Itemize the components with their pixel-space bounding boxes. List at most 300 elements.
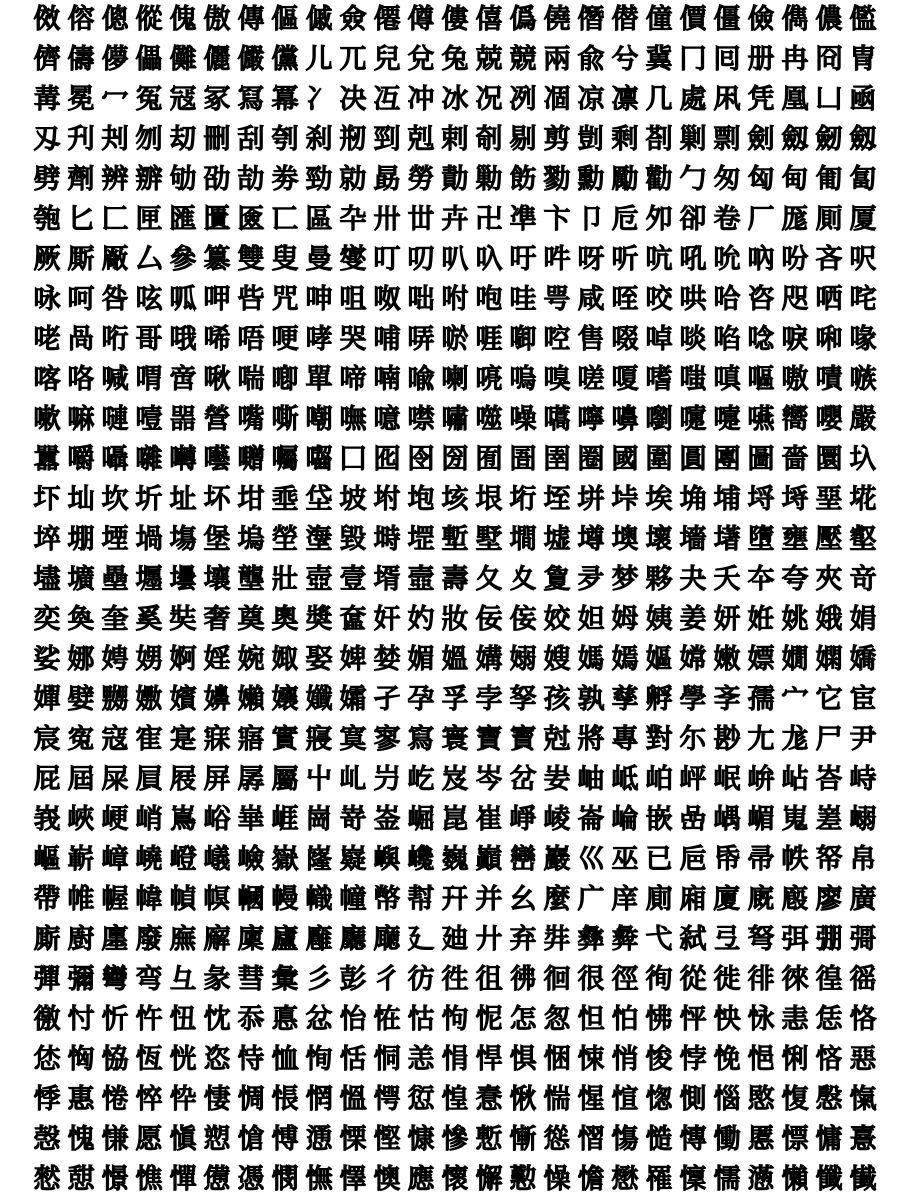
kanji-glyph: 孀	[339, 684, 367, 715]
kanji-glyph: 塋	[271, 524, 299, 555]
kanji-glyph: 墅	[475, 524, 503, 555]
glyph-row	[30, 1120, 880, 1160]
kanji-glyph: 喀	[33, 364, 61, 395]
kanji-glyph: 壯	[271, 564, 299, 595]
kanji-glyph: 嘸	[339, 404, 367, 435]
kanji-glyph: 劔	[849, 124, 877, 155]
kanji-glyph: 冪	[271, 84, 299, 115]
kanji-glyph: 寳	[509, 724, 537, 755]
kanji-glyph: 娵	[271, 644, 299, 675]
kanji-glyph: 慚	[509, 1124, 537, 1155]
kanji-glyph: 冱	[373, 84, 401, 115]
kanji-glyph: 嬶	[203, 684, 231, 715]
kanji-glyph: 囎	[237, 444, 265, 475]
kanji-glyph: 營	[203, 404, 231, 435]
kanji-glyph: 辧	[135, 164, 163, 195]
glyph-row	[30, 120, 880, 160]
kanji-glyph: 屓	[135, 764, 163, 795]
kanji-glyph: 幵	[441, 884, 469, 915]
kanji-glyph: 慄	[339, 1124, 367, 1155]
kanji-glyph: 悴	[135, 1084, 163, 1115]
kanji-glyph: 悧	[781, 1044, 809, 1075]
kanji-glyph: 兌	[407, 44, 435, 75]
kanji-glyph: 廣	[849, 884, 877, 915]
kanji-glyph: 夐	[543, 564, 571, 595]
kanji-glyph: 嚴	[849, 404, 877, 435]
kanji-glyph: 劵	[271, 164, 299, 195]
kanji-glyph: 听	[611, 244, 639, 275]
kanji-glyph: 勗	[373, 164, 401, 195]
kanji-glyph: 雙	[237, 244, 265, 275]
kanji-glyph: 僵	[713, 4, 741, 35]
kanji-glyph: 岷	[713, 764, 741, 795]
kanji-glyph: 嚔	[679, 404, 707, 435]
kanji-glyph: 勍	[339, 164, 367, 195]
kanji-glyph: 嫐	[135, 684, 163, 715]
kanji-glyph: 岫	[577, 764, 605, 795]
kanji-glyph: 弑	[679, 924, 707, 955]
kanji-glyph: 呵	[67, 284, 95, 315]
kanji-glyph: 彷	[407, 964, 435, 995]
kanji-glyph: 幄	[101, 884, 129, 915]
kanji-glyph: 岻	[611, 764, 639, 795]
kanji-glyph: 垈	[305, 484, 333, 515]
kanji-glyph: 崑	[441, 804, 469, 835]
kanji-glyph: 怫	[645, 1004, 673, 1035]
glyph-row	[30, 1040, 880, 1080]
kanji-glyph: 咸	[577, 284, 605, 315]
kanji-glyph: 嫋	[509, 644, 537, 675]
kanji-glyph: 傀	[169, 4, 197, 35]
kanji-glyph: 慓	[781, 1124, 809, 1155]
kanji-glyph: 呻	[305, 284, 333, 315]
kanji-glyph: 劒	[815, 124, 843, 155]
kanji-glyph: 巖	[543, 844, 571, 875]
glyph-row	[30, 440, 880, 480]
kanji-glyph: 哮	[305, 324, 333, 355]
kanji-glyph: 墹	[509, 524, 537, 555]
kanji-glyph: 夸	[781, 564, 809, 595]
kanji-glyph: 勳	[577, 164, 605, 195]
kanji-glyph: 慘	[441, 1124, 469, 1155]
kanji-glyph: 帑	[815, 844, 843, 875]
kanji-glyph: 叭	[441, 244, 469, 275]
glyph-row	[30, 600, 880, 640]
kanji-glyph: 佞	[475, 604, 503, 635]
kanji-glyph: 勦	[475, 164, 503, 195]
kanji-glyph: 墺	[611, 524, 639, 555]
kanji-glyph: 咬	[645, 284, 673, 315]
kanji-glyph: 嫂	[543, 644, 571, 675]
kanji-glyph: 很	[577, 964, 605, 995]
kanji-glyph: 嶇	[33, 844, 61, 875]
kanji-glyph: 冤	[135, 84, 163, 115]
kanji-glyph: 憮	[305, 1164, 333, 1195]
kanji-glyph: 娟	[849, 604, 877, 635]
kanji-glyph: 嘛	[67, 404, 95, 435]
kanji-glyph: 垳	[509, 484, 537, 515]
kanji-glyph: 幺	[509, 884, 537, 915]
kanji-glyph: 寞	[339, 724, 367, 755]
kanji-glyph: 嗚	[509, 364, 537, 395]
kanji-glyph: 奸	[373, 604, 401, 635]
kanji-glyph: 弭	[781, 924, 809, 955]
kanji-glyph: 宀	[781, 684, 809, 715]
glyph-row	[30, 480, 880, 520]
kanji-glyph: 呀	[577, 244, 605, 275]
kanji-glyph: 庠	[611, 884, 639, 915]
kanji-glyph: 彗	[237, 964, 265, 995]
kanji-glyph: 婉	[237, 644, 265, 675]
kanji-glyph: 厮	[67, 244, 95, 275]
kanji-glyph: 卅	[373, 204, 401, 235]
kanji-glyph: 儖	[849, 4, 877, 35]
kanji-glyph: 弖	[713, 924, 741, 955]
kanji-glyph: 孺	[747, 684, 775, 715]
kanji-glyph: 慫	[543, 1124, 571, 1155]
kanji-glyph: 嚠	[645, 404, 673, 435]
kanji-glyph: 奬	[305, 604, 333, 635]
kanji-glyph: 册	[747, 44, 775, 75]
kanji-glyph: 峺	[101, 804, 129, 835]
kanji-glyph: 冂	[679, 44, 707, 75]
kanji-glyph: 圍	[645, 444, 673, 475]
kanji-glyph: 嶷	[339, 844, 367, 875]
glyph-row	[30, 640, 880, 680]
kanji-glyph: 宸	[33, 724, 61, 755]
kanji-glyph: 售	[577, 324, 605, 355]
kanji-glyph: 團	[713, 444, 741, 475]
kanji-glyph: 嗄	[611, 364, 639, 395]
kanji-glyph: 廝	[33, 924, 61, 955]
kanji-glyph: 呱	[169, 284, 197, 315]
kanji-glyph: 卩	[577, 204, 605, 235]
kanji-glyph: 姨	[645, 604, 673, 635]
kanji-glyph: 兀	[339, 44, 367, 75]
kanji-glyph: 垓	[441, 484, 469, 515]
kanji-glyph: 懷	[441, 1164, 469, 1195]
kanji-glyph: 奩	[339, 604, 367, 635]
kanji-glyph: 徼	[33, 1004, 61, 1035]
kanji-glyph: 徘	[747, 964, 775, 995]
kanji-glyph: 慷	[407, 1124, 435, 1155]
kanji-glyph: 憺	[577, 1164, 605, 1195]
kanji-glyph: 慱	[679, 1124, 707, 1155]
kanji-glyph: 哺	[373, 324, 401, 355]
kanji-glyph: 唳	[781, 324, 809, 355]
kanji-glyph: 惧	[509, 1044, 537, 1075]
kanji-glyph: 咫	[781, 284, 809, 315]
kanji-glyph: 麼	[543, 884, 571, 915]
kanji-glyph: 恠	[373, 1004, 401, 1035]
kanji-glyph: 埆	[679, 484, 707, 515]
kanji-glyph: 娥	[815, 604, 843, 635]
kanji-glyph: 埃	[645, 484, 673, 515]
kanji-glyph: 專	[611, 724, 639, 755]
kanji-glyph: 忖	[67, 1004, 95, 1035]
kanji-glyph: 廰	[373, 924, 401, 955]
kanji-glyph: 恤	[271, 1044, 299, 1075]
kanji-glyph: 匸	[271, 204, 299, 235]
kanji-glyph: 啖	[679, 324, 707, 355]
kanji-glyph: 從	[679, 964, 707, 995]
kanji-glyph: 愃	[611, 1084, 639, 1115]
kanji-glyph: 嶄	[67, 844, 95, 875]
kanji-glyph: 屏	[203, 764, 231, 795]
glyph-row	[30, 0, 880, 40]
kanji-glyph: 兮	[611, 44, 639, 75]
kanji-glyph: 徂	[475, 964, 503, 995]
glyph-row	[30, 400, 880, 440]
kanji-glyph: 婢	[339, 644, 367, 675]
kanji-glyph: 嚥	[747, 404, 775, 435]
kanji-glyph: 塰	[305, 524, 333, 555]
kanji-glyph: 慝	[747, 1124, 775, 1155]
kanji-glyph: 對	[645, 724, 673, 755]
kanji-glyph: 妛	[543, 764, 571, 795]
kanji-glyph: 吁	[509, 244, 537, 275]
kanji-glyph: 咾	[33, 324, 61, 355]
kanji-glyph: 慂	[305, 1124, 333, 1155]
kanji-glyph: 憊	[203, 1164, 231, 1195]
kanji-glyph: 圓	[679, 444, 707, 475]
kanji-glyph: 怛	[577, 1004, 605, 1035]
kanji-glyph: 坎	[101, 484, 129, 515]
kanji-glyph: 毀	[339, 524, 367, 555]
kanji-glyph: 彁	[849, 924, 877, 955]
kanji-glyph: 塹	[441, 524, 469, 555]
kanji-glyph: 喙	[849, 324, 877, 355]
kanji-glyph: 嗜	[645, 364, 673, 395]
kanji-glyph: 堝	[135, 524, 163, 555]
kanji-glyph: 彌	[67, 964, 95, 995]
kanji-glyph: 傚	[33, 4, 61, 35]
kanji-glyph: 卍	[475, 204, 503, 235]
kanji-glyph: 帛	[849, 844, 877, 875]
kanji-glyph: 儻	[271, 44, 299, 75]
kanji-glyph: 劬	[169, 164, 197, 195]
kanji-glyph: 愴	[237, 1124, 265, 1155]
kanji-glyph: 徙	[713, 964, 741, 995]
kanji-glyph: 儡	[135, 44, 163, 75]
kanji-glyph: 嫻	[815, 644, 843, 675]
kanji-glyph: 彖	[203, 964, 231, 995]
kanji-glyph: 咼	[67, 324, 95, 355]
kanji-glyph: 噬	[475, 404, 503, 435]
kanji-glyph: 墟	[543, 524, 571, 555]
kanji-glyph: 傴	[271, 4, 299, 35]
kanji-glyph: 嵒	[679, 804, 707, 835]
glyph-row	[30, 880, 880, 920]
kanji-glyph: 勣	[441, 164, 469, 195]
kanji-glyph: 嶼	[373, 844, 401, 875]
kanji-glyph: 冢	[203, 84, 231, 115]
kanji-glyph: 垤	[543, 484, 571, 515]
kanji-glyph: 冑	[849, 44, 877, 75]
kanji-glyph: 彜	[611, 924, 639, 955]
kanji-glyph: 幎	[203, 884, 231, 915]
kanji-glyph: 嶢	[135, 844, 163, 875]
kanji-glyph: 孛	[475, 684, 503, 715]
kanji-glyph: 圉	[543, 444, 571, 475]
kanji-glyph: 埖	[849, 484, 877, 515]
kanji-glyph: 崙	[577, 804, 605, 835]
kanji-glyph: 崢	[509, 804, 537, 835]
kanji-glyph: 愧	[67, 1124, 95, 1155]
kanji-glyph: 哽	[271, 324, 299, 355]
kanji-glyph: 廢	[135, 924, 163, 955]
kanji-glyph: 凛	[611, 84, 639, 115]
kanji-glyph: 嗷	[781, 364, 809, 395]
kanji-glyph: 嶂	[101, 844, 129, 875]
kanji-glyph: 斈	[713, 684, 741, 715]
kanji-glyph: 儚	[101, 44, 129, 75]
kanji-glyph: 屮	[305, 764, 333, 795]
kanji-glyph: 憇	[67, 1164, 95, 1195]
kanji-glyph: 嶽	[271, 844, 299, 875]
kanji-glyph: 夂	[475, 564, 503, 595]
kanji-glyph: 夲	[747, 564, 775, 595]
kanji-glyph: 嗔	[713, 364, 741, 395]
kanji-glyph: 奚	[135, 604, 163, 635]
kanji-glyph: 巫	[611, 844, 639, 875]
kanji-glyph: 懃	[509, 1164, 537, 1195]
kanji-glyph: 嫖	[747, 644, 775, 675]
kanji-glyph: 噎	[135, 404, 163, 435]
kanji-glyph: 剪	[543, 124, 571, 155]
kanji-glyph: 怙	[407, 1004, 435, 1035]
kanji-glyph: 彳	[373, 964, 401, 995]
kanji-glyph: 罹	[645, 1164, 673, 1195]
kanji-glyph: 壻	[373, 564, 401, 595]
kanji-glyph: 悄	[611, 1044, 639, 1075]
kanji-glyph: 彎	[101, 964, 129, 995]
kanji-glyph: 剴	[577, 124, 605, 155]
kanji-glyph: 忱	[203, 1004, 231, 1035]
kanji-glyph: 懴	[849, 1164, 877, 1195]
kanji-glyph: 嚊	[611, 404, 639, 435]
kanji-glyph: 哥	[135, 324, 163, 355]
kanji-glyph: 垉	[407, 484, 435, 515]
kanji-glyph: 哈	[713, 284, 741, 315]
kanji-glyph: 恬	[339, 1044, 367, 1075]
kanji-glyph: 悚	[577, 1044, 605, 1075]
kanji-glyph: 慍	[339, 1084, 367, 1115]
kanji-glyph: 劔	[781, 124, 809, 155]
kanji-glyph: 夬	[679, 564, 707, 595]
kanji-glyph: 堽	[407, 524, 435, 555]
kanji-glyph: 妍	[713, 604, 741, 635]
kanji-glyph: 塲	[169, 524, 197, 555]
kanji-glyph: 傯	[101, 4, 129, 35]
kanji-glyph: 厖	[781, 204, 809, 235]
kanji-glyph: 堙	[101, 524, 129, 555]
kanji-glyph: 咎	[101, 284, 129, 315]
kanji-glyph: 弸	[815, 924, 843, 955]
kanji-glyph: 囃	[135, 444, 163, 475]
kanji-glyph: 彝	[577, 924, 605, 955]
kanji-glyph: 徇	[645, 964, 673, 995]
kanji-glyph: 剄	[373, 124, 401, 155]
kanji-glyph: 價	[679, 4, 707, 35]
kanji-glyph: 匕	[67, 204, 95, 235]
kanji-glyph: 憚	[169, 1164, 197, 1195]
kanji-glyph: 恊	[101, 1044, 129, 1075]
kanji-glyph: 僔	[407, 4, 435, 35]
kanji-glyph: 剏	[339, 124, 367, 155]
kanji-glyph: 壙	[67, 564, 95, 595]
kanji-glyph: 匣	[135, 204, 163, 235]
kanji-glyph: 噪	[509, 404, 537, 435]
kanji-glyph: 决	[339, 84, 367, 115]
kanji-glyph: 剩	[611, 124, 639, 155]
kanji-glyph: 兒	[373, 44, 401, 75]
kanji-glyph: 競	[509, 44, 537, 75]
kanji-glyph: 尓	[679, 724, 707, 755]
kanji-glyph: 嫣	[611, 644, 639, 675]
glyph-row	[30, 520, 880, 560]
kanji-glyph: 峩	[33, 804, 61, 835]
kanji-glyph: 咆	[475, 284, 503, 315]
kanji-glyph: 匐	[849, 164, 877, 195]
glyph-row	[30, 800, 880, 840]
kanji-glyph: 惺	[577, 1084, 605, 1115]
kanji-glyph: 惡	[849, 1044, 877, 1075]
kanji-glyph: 寰	[441, 724, 469, 755]
kanji-glyph: 嘲	[305, 404, 333, 435]
kanji-glyph: 峪	[203, 804, 231, 835]
kanji-glyph: 厰	[101, 244, 129, 275]
kanji-glyph: 奘	[169, 604, 197, 635]
glyph-row	[30, 40, 880, 80]
kanji-glyph: 憔	[135, 1164, 163, 1195]
kanji-glyph: 啀	[475, 324, 503, 355]
kanji-glyph: 夭	[713, 564, 741, 595]
kanji-glyph: 廳	[339, 924, 367, 955]
kanji-glyph: 厦	[849, 204, 877, 235]
kanji-glyph: 呷	[203, 284, 231, 315]
kanji-glyph: 彑	[169, 964, 197, 995]
kanji-glyph: 幃	[135, 884, 163, 915]
kanji-glyph: 愿	[135, 1124, 163, 1155]
kanji-glyph: 啅	[645, 324, 673, 355]
kanji-glyph: 嵋	[747, 804, 775, 835]
kanji-glyph: 嵶	[849, 804, 877, 835]
kanji-glyph: 彙	[271, 964, 299, 995]
kanji-glyph: 岾	[781, 764, 809, 795]
kanji-glyph: 冩	[237, 84, 265, 115]
kanji-glyph: 孩	[543, 684, 571, 715]
kanji-glyph: 匚	[101, 204, 129, 235]
kanji-glyph: 懺	[815, 1164, 843, 1195]
kanji-glyph: 囘	[713, 44, 741, 75]
kanji-glyph: 噫	[373, 404, 401, 435]
kanji-glyph: 圻	[135, 484, 163, 515]
kanji-glyph: 懈	[475, 1164, 503, 1195]
kanji-glyph: 壘	[101, 564, 129, 595]
kanji-glyph: 崗	[305, 804, 333, 835]
kanji-glyph: 巛	[577, 844, 605, 875]
kanji-glyph: 愕	[373, 1084, 401, 1115]
kanji-glyph: 慊	[101, 1124, 129, 1155]
kanji-glyph: 嘯	[441, 404, 469, 435]
kanji-glyph: 廛	[101, 924, 129, 955]
kanji-glyph: 憙	[849, 1124, 877, 1155]
kanji-glyph: 嫩	[713, 644, 741, 675]
kanji-glyph: 喃	[373, 364, 401, 395]
kanji-glyph: 匆	[713, 164, 741, 195]
glyph-row	[30, 160, 880, 200]
